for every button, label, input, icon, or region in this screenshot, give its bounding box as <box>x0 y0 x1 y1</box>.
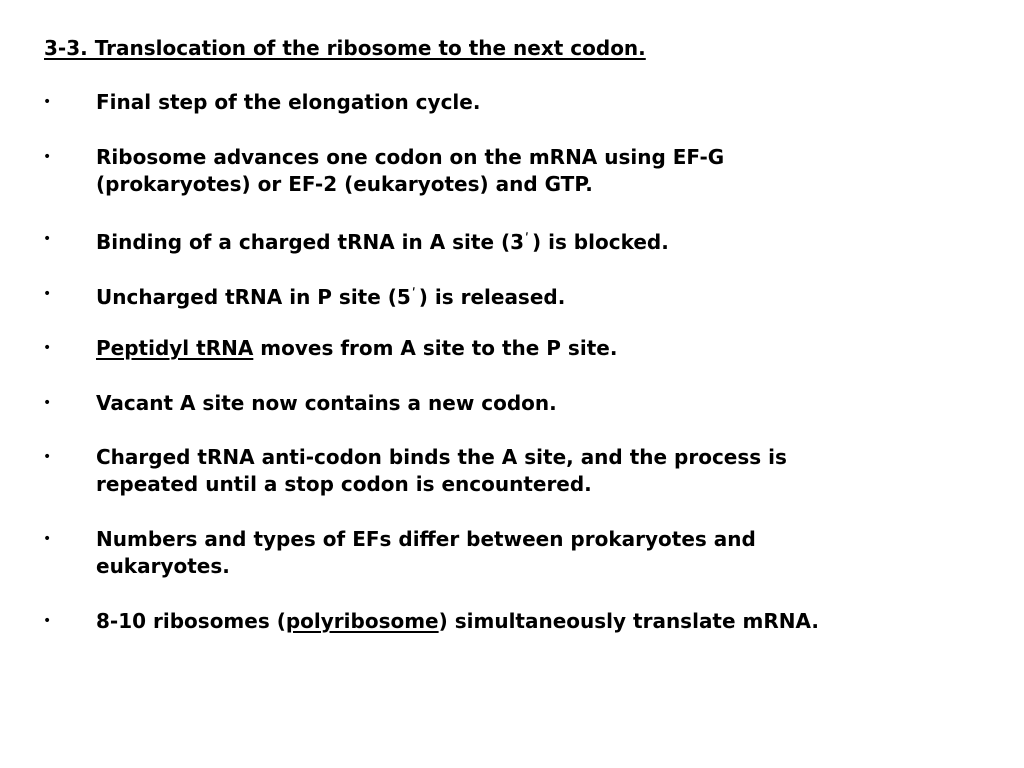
bullet-icon: • <box>43 231 52 247</box>
bullet-text: Peptidyl tRNA moves from A site to the P site. <box>96 336 618 360</box>
bullet-text: Uncharged tRNA in P site ($5^ʹ$ ) is released. <box>96 285 566 309</box>
bullet-icon: • <box>43 449 52 465</box>
bullet-icon: • <box>43 340 52 356</box>
slide-title: 3-3. Translocation of the ribosome to the next codon. <box>44 36 646 60</box>
bullet-text: Charged tRNA anti-codon binds the A site, and the process is repeated until a stop codon is encountered. <box>96 445 787 496</box>
underlined-term: polyribosome <box>285 609 439 633</box>
bullet-text: Binding of a charged tRNA in A site ($3^ʹ$ ) is blocked. <box>96 230 669 254</box>
bullet-text: 8-10 ribosomes (polyribosome) simultaneously translate mRNA. <box>96 609 819 633</box>
bullet-icon: • <box>43 94 52 110</box>
bullet-text: Numbers and types of EFs differ between prokaryotes and eukaryotes. <box>96 527 756 578</box>
bullet-text: Ribosome advances one codon on the mRNA using EF-G (prokaryotes) or EF-2 (eukaryotes) and GTP. <box>96 145 725 196</box>
bullet-icon: • <box>43 395 52 411</box>
prime-mark: ʹ <box>525 232 529 247</box>
bullet-icon: • <box>43 149 52 165</box>
prime-mark: ʹ <box>411 287 416 302</box>
bullet-text: Final step of the elongation cycle. <box>96 90 481 114</box>
bullet-text: Vacant A site now contains a new codon. <box>96 391 557 415</box>
bullet-icon: • <box>43 613 52 629</box>
underlined-term: Peptidyl tRNA <box>96 336 254 360</box>
bullet-icon: • <box>43 531 52 547</box>
bullet-icon: • <box>43 286 52 302</box>
